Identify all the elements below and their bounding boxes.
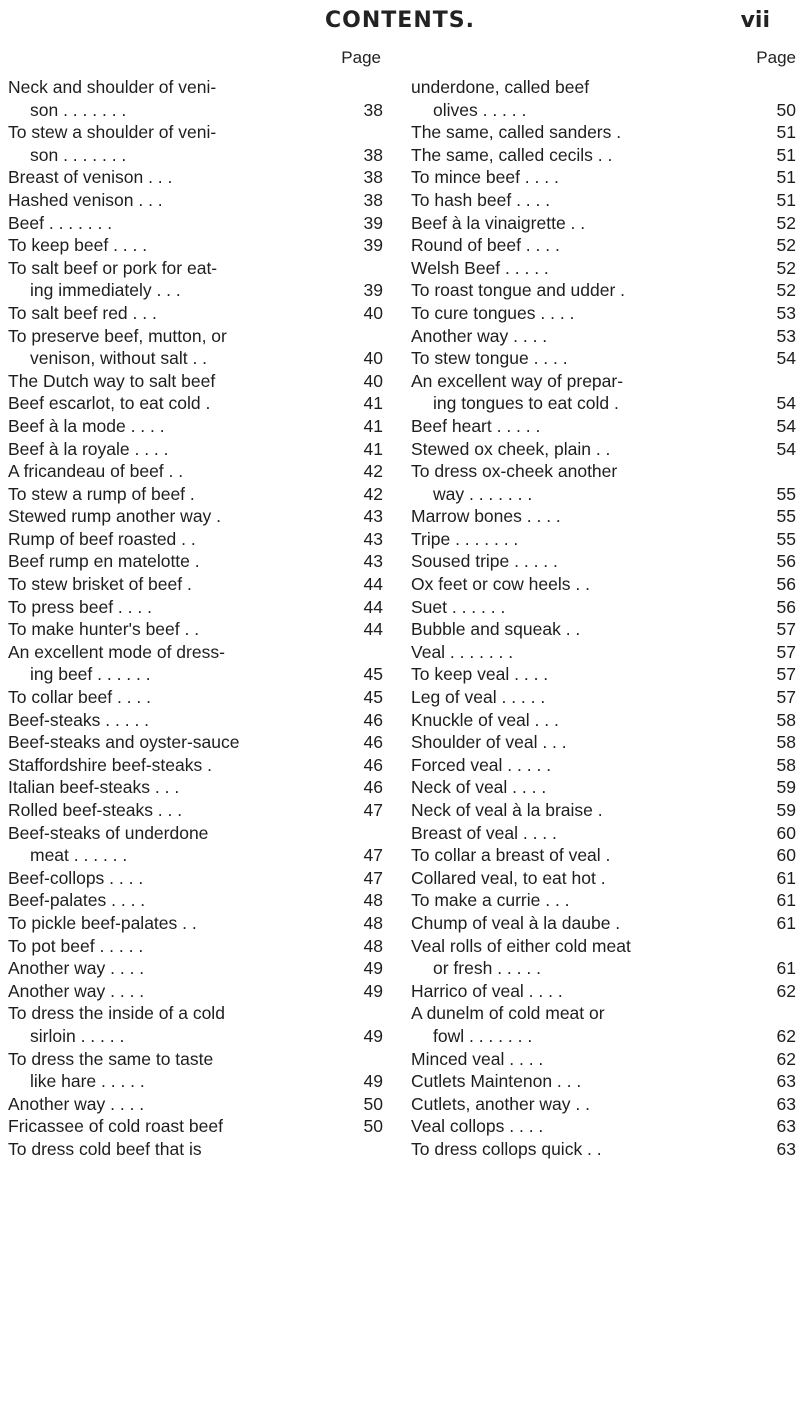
entry-title: An excellent mode of dress- <box>8 641 225 662</box>
entry-title: To make a currie . . . <box>411 890 570 911</box>
entry-title: Another way . . . . <box>8 980 145 1001</box>
contents-column-right <box>411 48 796 1161</box>
entry-page-number: 52 <box>776 212 796 233</box>
entry-page-number: 58 <box>776 709 796 730</box>
entry-title: way . . . . . . . <box>433 483 533 504</box>
entry-page-number: 46 <box>363 709 383 730</box>
entry-title: Beef à la mode . . . . <box>8 415 165 436</box>
contents-entry <box>8 935 383 958</box>
contents-entry <box>8 528 383 551</box>
entry-title: Staffordshire beef-steaks . <box>8 754 212 775</box>
entry-page-number: 58 <box>776 732 796 753</box>
entry-title: meat . . . . . . <box>30 845 128 866</box>
contents-entry <box>411 189 796 212</box>
entry-page-number: 55 <box>776 528 796 549</box>
contents-entry <box>411 844 796 867</box>
entry-page-number: 39 <box>363 280 383 301</box>
contents-entry <box>8 392 383 415</box>
entry-title: Forced veal . . . . . <box>411 754 552 775</box>
entry-title: son . . . . . . . <box>30 144 127 165</box>
contents-entry <box>411 731 796 754</box>
contents-entry <box>8 596 383 619</box>
contents-entry <box>8 76 383 99</box>
contents-entry <box>411 234 796 257</box>
entry-page-number: 50 <box>363 1116 383 1137</box>
contents-entry <box>8 99 383 122</box>
contents-entry <box>8 325 383 348</box>
contents-entry <box>411 754 796 777</box>
entry-page-number: 57 <box>776 687 796 708</box>
contents-entry <box>411 302 796 325</box>
contents-entry <box>411 279 796 302</box>
contents-entry <box>8 234 383 257</box>
entry-title: To roast tongue and udder . <box>411 280 626 301</box>
entry-title: olives . . . . . <box>433 99 527 120</box>
contents-entry <box>8 776 383 799</box>
entry-title: ing beef . . . . . . <box>30 664 151 685</box>
contents-entry <box>8 799 383 822</box>
entry-title: Neck and shoulder of veni- <box>8 77 217 97</box>
entry-title: Beef rump en matelotte . <box>8 551 200 572</box>
entry-page-number: 59 <box>776 777 796 798</box>
entry-page-number: 47 <box>363 845 383 866</box>
entry-title: Beef escarlot, to eat cold . <box>8 393 211 414</box>
entry-title: To stew a shoulder of veni- <box>8 122 217 143</box>
entry-title: Round of beef . . . . <box>411 235 560 256</box>
contents-entry <box>8 1002 383 1025</box>
entry-title: Veal collops . . . . <box>411 1116 544 1137</box>
contents-entry <box>411 799 796 822</box>
entry-page-number: 57 <box>776 641 796 662</box>
entry-page-number: 40 <box>363 302 383 323</box>
entry-page-number: 43 <box>363 551 383 572</box>
contents-entry <box>411 392 796 415</box>
entry-title: Suet . . . . . . <box>411 596 506 617</box>
entry-title: Another way . . . . <box>8 1093 145 1114</box>
entry-title: To stew a rump of beef . <box>8 483 195 504</box>
entry-page-number: 56 <box>776 574 796 595</box>
entry-page-number: 61 <box>776 958 796 979</box>
entry-page-number: 45 <box>363 687 383 708</box>
entry-page-number: 51 <box>776 144 796 165</box>
entry-page-number: 52 <box>776 280 796 301</box>
contents-entry <box>8 189 383 212</box>
contents-entry <box>8 1048 383 1071</box>
entry-page-number: 51 <box>776 122 796 143</box>
contents-entry <box>411 505 796 528</box>
contents-entry <box>411 1048 796 1071</box>
entry-title: A fricandeau of beef . . <box>8 461 184 482</box>
entry-title: underdone, called beef <box>411 77 590 97</box>
contents-entry <box>411 1093 796 1116</box>
contents-entry <box>8 822 383 845</box>
contents-entry <box>8 573 383 596</box>
contents-entry <box>8 663 383 686</box>
entry-title: Rump of beef roasted . . <box>8 528 196 549</box>
entry-page-number: 54 <box>776 438 796 459</box>
entry-page-number: 48 <box>363 935 383 956</box>
entry-title: Beef-steaks . . . . . <box>8 709 150 730</box>
entry-title: Cutlets Maintenon . . . <box>411 1071 582 1092</box>
contents-entry <box>8 912 383 935</box>
contents-entry <box>411 663 796 686</box>
contents-entry <box>411 1115 796 1138</box>
entry-title: Breast of venison . . . <box>8 167 173 188</box>
entry-title: Beef-palates . . . . <box>8 890 146 911</box>
contents-entry <box>8 121 383 144</box>
entry-title: Ox feet or cow heels . . <box>411 574 590 595</box>
contents-entry <box>8 641 383 664</box>
entry-title: To dress collops quick . . <box>411 1138 602 1159</box>
contents-entry <box>8 844 383 867</box>
entry-page-number: 44 <box>363 596 383 617</box>
entry-page-number: 46 <box>363 754 383 775</box>
contents-entry <box>411 438 796 461</box>
entry-page-number: 38 <box>363 167 383 188</box>
entry-title: Marrow bones . . . . <box>411 506 561 527</box>
entry-title: Italian beef-steaks . . . <box>8 777 180 798</box>
entry-title: To keep beef . . . . <box>8 235 148 256</box>
entry-title: Harrico of veal . . . . <box>411 980 563 1001</box>
contents-entry <box>8 731 383 754</box>
contents-entry <box>8 957 383 980</box>
entry-title: To collar a breast of veal . <box>411 845 611 866</box>
entry-title: To salt beef red . . . <box>8 302 157 323</box>
entry-page-number: 52 <box>776 257 796 278</box>
entry-title: To press beef . . . . <box>8 596 152 617</box>
entry-title: To salt beef or pork for eat- <box>8 257 218 278</box>
contents-entry <box>8 889 383 912</box>
entry-page-number: 39 <box>363 235 383 256</box>
entry-title: To dress cold beef that is <box>8 1138 202 1159</box>
entry-title: Beef-steaks of underdone <box>8 822 209 843</box>
entry-title: Cutlets, another way . . <box>411 1093 590 1114</box>
contents-entry <box>8 867 383 890</box>
entry-page-number: 41 <box>363 438 383 459</box>
entry-page-number: 38 <box>363 144 383 165</box>
contents-entry <box>411 935 796 958</box>
page-title: CONTENTS. <box>325 8 475 33</box>
entry-title: Stewed ox cheek, plain . . <box>411 438 611 459</box>
entry-title: An excellent way of prepar- <box>411 370 624 391</box>
entry-page-number: 52 <box>776 235 796 256</box>
entry-page-number: 61 <box>776 912 796 933</box>
entry-page-number: 44 <box>363 619 383 640</box>
contents-entry <box>8 438 383 461</box>
entry-page-number: 63 <box>776 1093 796 1114</box>
entry-title: venison, without salt . . <box>30 348 208 369</box>
entry-page-number: 46 <box>363 732 383 753</box>
entry-page-number: 47 <box>363 867 383 888</box>
entry-page-number: 54 <box>776 393 796 414</box>
entry-title: ing tongues to eat cold . <box>433 393 619 414</box>
entry-page-number: 54 <box>776 415 796 436</box>
entry-title: Neck of veal à la braise . <box>411 800 603 820</box>
entry-page-number: 49 <box>363 958 383 979</box>
contents-entry <box>8 1025 383 1048</box>
entry-page-number: 61 <box>776 890 796 911</box>
contents-entry <box>411 347 796 370</box>
entry-page-number: 49 <box>363 980 383 1001</box>
contents-entry <box>8 302 383 325</box>
contents-entry <box>8 144 383 167</box>
contents-entry <box>8 257 383 280</box>
contents-entry <box>411 528 796 551</box>
entry-page-number: 61 <box>776 867 796 888</box>
entry-title: To collar beef . . . . <box>8 687 151 708</box>
entry-page-number: 39 <box>363 212 383 233</box>
entry-title: Beef heart . . . . . <box>411 415 541 436</box>
contents-entry <box>411 618 796 641</box>
entry-title: To hash beef . . . . <box>411 189 551 210</box>
entry-title: Breast of veal . . . . <box>411 822 557 843</box>
entry-page-number: 51 <box>776 167 796 188</box>
contents-entry <box>8 754 383 777</box>
contents-entry <box>8 460 383 483</box>
contents-entry <box>8 212 383 235</box>
contents-entry <box>411 1138 796 1161</box>
entry-title: Beef à la royale . . . . <box>8 438 169 459</box>
contents-entry <box>8 686 383 709</box>
contents-entry <box>8 279 383 302</box>
entry-title: Soused tripe . . . . . <box>411 551 558 572</box>
entry-page-number: 53 <box>776 325 796 346</box>
entry-title: The Dutch way to salt beef <box>8 370 216 391</box>
entry-title: The same, called cecils . . <box>411 144 613 165</box>
entry-page-number: 41 <box>363 415 383 436</box>
entry-title: Beef-steaks and oyster-sauce <box>8 732 240 753</box>
entry-page-number: 47 <box>363 800 383 820</box>
entry-page-number: 38 <box>363 99 383 120</box>
entry-page-number: 62 <box>776 980 796 1001</box>
entry-title: ing immediately . . . <box>30 280 181 301</box>
entry-page-number: 40 <box>363 348 383 369</box>
contents-entry <box>411 415 796 438</box>
entry-page-number: 42 <box>363 483 383 504</box>
entry-page-number: 58 <box>776 754 796 775</box>
contents-entry <box>411 121 796 144</box>
entry-title: Welsh Beef . . . . . <box>411 257 549 278</box>
contents-entry <box>8 347 383 370</box>
entry-page-number: 53 <box>776 302 796 323</box>
contents-entry <box>411 641 796 664</box>
entry-title: To pot beef . . . . . <box>8 935 144 956</box>
entry-title: Veal . . . . . . . <box>411 641 514 662</box>
entry-page-number: 56 <box>776 551 796 572</box>
contents-entry <box>8 505 383 528</box>
entry-title: Bubble and squeak . . <box>411 619 581 640</box>
contents-entry <box>411 370 796 393</box>
page-column-label: Page <box>341 48 381 67</box>
entry-title: Hashed venison . . . <box>8 189 163 210</box>
entry-title: Beef-collops . . . . <box>8 867 144 888</box>
entry-page-number: 50 <box>776 99 796 120</box>
entry-title: or fresh . . . . . <box>433 958 541 979</box>
contents-entry <box>8 166 383 189</box>
contents-entry <box>411 460 796 483</box>
entry-title: To dress ox-cheek another <box>411 461 618 482</box>
entry-title: Collared veal, to eat hot . <box>411 867 606 888</box>
entry-title: To dress the same to taste <box>8 1048 214 1069</box>
contents-entry <box>411 1002 796 1025</box>
entry-title: To stew brisket of beef . <box>8 574 192 595</box>
entry-title: Beef . . . . . . . <box>8 212 113 233</box>
contents-entry <box>8 709 383 732</box>
entry-page-number: 55 <box>776 506 796 527</box>
entry-title: Leg of veal . . . . . <box>411 687 546 708</box>
entry-page-number: 43 <box>363 528 383 549</box>
entry-page-number: 44 <box>363 574 383 595</box>
contents-entry <box>411 912 796 935</box>
entry-title: To stew tongue . . . . <box>411 348 568 369</box>
contents-entry <box>411 550 796 573</box>
entry-page-number: 48 <box>363 912 383 933</box>
contents-entry <box>411 822 796 845</box>
entry-title: To cure tongues . . . . <box>411 302 575 323</box>
entry-page-number: 57 <box>776 664 796 685</box>
entry-title: To mince beef . . . . <box>411 167 559 188</box>
entry-title: To pickle beef-palates . . <box>8 912 197 933</box>
contents-entry <box>411 957 796 980</box>
entry-page-number: 46 <box>363 777 383 798</box>
contents-entry <box>411 325 796 348</box>
entry-page-number: 42 <box>363 461 383 482</box>
entry-page-number: 50 <box>363 1093 383 1114</box>
running-head <box>0 4 800 44</box>
entry-title: A dunelm of cold meat or <box>411 1003 605 1024</box>
page-column-label: Page <box>756 48 796 67</box>
contents-entry <box>8 1138 383 1161</box>
entry-title: Rolled beef-steaks . . . <box>8 800 183 820</box>
entry-title: Stewed rump another way . <box>8 506 222 527</box>
contents-entry <box>411 889 796 912</box>
entry-title: Knuckle of veal . . . <box>411 709 559 730</box>
entry-page-number: 62 <box>776 1025 796 1046</box>
contents-entry <box>8 980 383 1003</box>
entry-page-number: 38 <box>363 189 383 210</box>
contents-entry <box>411 257 796 280</box>
entry-title: Another way . . . . <box>8 958 145 979</box>
entry-page-number: 45 <box>363 664 383 685</box>
entry-title: Neck of veal . . . . <box>411 777 547 798</box>
contents-entry <box>8 618 383 641</box>
entry-title: To preserve beef, mutton, or <box>8 325 227 346</box>
entry-page-number: 57 <box>776 619 796 640</box>
entry-page-number: 56 <box>776 596 796 617</box>
entry-page-number: 62 <box>776 1048 796 1069</box>
entry-title: Chump of veal à la daube . <box>411 912 621 933</box>
entry-title: sirloin . . . . . <box>30 1025 125 1046</box>
entry-page-number: 60 <box>776 822 796 843</box>
contents-entry <box>411 980 796 1003</box>
contents-entry <box>8 1115 383 1138</box>
entry-title: Minced veal . . . . <box>411 1048 544 1069</box>
entry-page-number: 55 <box>776 483 796 504</box>
contents-entry <box>411 212 796 235</box>
entry-title: To dress the inside of a cold <box>8 1003 225 1024</box>
entry-title: Beef à la vinaigrette . . <box>411 212 586 233</box>
entry-page-number: 43 <box>363 506 383 527</box>
contents-entry <box>411 76 796 99</box>
entry-title: Another way . . . . <box>411 325 548 346</box>
entry-page-number: 63 <box>776 1071 796 1092</box>
entry-title: Shoulder of veal . . . <box>411 732 567 753</box>
entry-page-number: 60 <box>776 845 796 866</box>
entry-title: Tripe . . . . . . . <box>411 528 519 549</box>
contents-entry <box>8 483 383 506</box>
entry-page-number: 49 <box>363 1025 383 1046</box>
contents-entry <box>8 550 383 573</box>
contents-entry <box>411 1025 796 1048</box>
entry-page-number: 48 <box>363 890 383 911</box>
entry-page-number: 63 <box>776 1138 796 1159</box>
contents-entry <box>411 144 796 167</box>
contents-entry <box>411 483 796 506</box>
contents-entry <box>411 99 796 122</box>
entry-title: To make hunter's beef . . <box>8 619 200 640</box>
entry-title: The same, called sanders . <box>411 122 622 143</box>
contents-entry <box>411 686 796 709</box>
entry-page-number: 41 <box>363 393 383 414</box>
contents-entry <box>411 867 796 890</box>
contents-entry <box>8 370 383 393</box>
entry-page-number: 49 <box>363 1071 383 1092</box>
entry-page-number: 63 <box>776 1116 796 1137</box>
contents-entry <box>411 166 796 189</box>
entry-page-number: 59 <box>776 800 796 820</box>
contents-entry <box>411 573 796 596</box>
entry-title: son . . . . . . . <box>30 99 127 120</box>
contents-entry <box>411 1070 796 1093</box>
entry-page-number: 54 <box>776 348 796 369</box>
contents-entry <box>411 596 796 619</box>
contents-entry <box>411 709 796 732</box>
entry-title: like hare . . . . . <box>30 1071 145 1092</box>
entry-title: Fricassee of cold roast beef <box>8 1116 223 1137</box>
entry-title: fowl . . . . . . . <box>433 1025 533 1046</box>
contents-entry <box>8 1093 383 1116</box>
contents-entry <box>8 1070 383 1093</box>
contents-entry <box>8 415 383 438</box>
contents-column-left <box>8 48 383 1161</box>
entry-page-number: 40 <box>363 370 383 391</box>
entry-title: Veal rolls of either cold meat <box>411 935 631 956</box>
entry-title: To keep veal . . . . <box>411 664 549 685</box>
contents-entry <box>411 776 796 799</box>
entry-page-number: 51 <box>776 189 796 210</box>
page-number: vii <box>740 8 770 33</box>
